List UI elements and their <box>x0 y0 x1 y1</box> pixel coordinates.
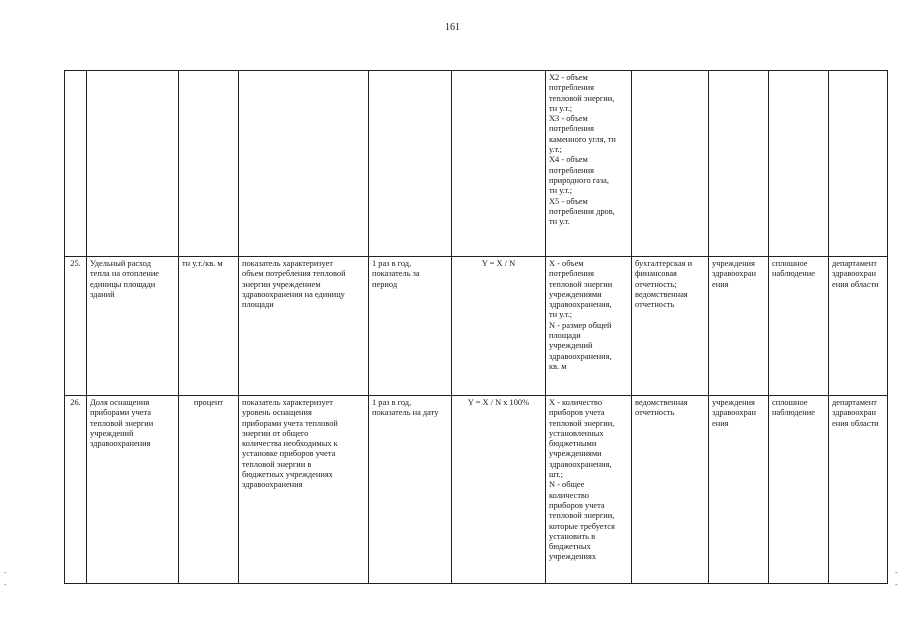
text-line: показатель характеризует <box>242 398 333 407</box>
table-row-continuation <box>65 71 888 257</box>
text-line: учреждениями <box>549 289 602 299</box>
text-line: тн у.т.; <box>549 186 573 196</box>
edge-tick-right-top: - <box>895 568 898 577</box>
cell-method <box>769 71 829 257</box>
text-line: энергии учреждением <box>242 279 321 289</box>
text-line: здравоохранения <box>242 480 303 490</box>
text-line: шт.; <box>549 470 563 480</box>
text-line: приборов учета <box>549 408 605 418</box>
edge-tick-right-bottom: - <box>895 580 898 589</box>
text-line: здравоохран <box>832 269 876 279</box>
text-line: у.т.; <box>549 145 562 155</box>
text-line: учреждениями <box>549 449 602 459</box>
text-line: тепловой энергии, <box>549 93 615 103</box>
text-line: показатель на дату <box>372 408 439 418</box>
text-line: отчетность; <box>635 279 677 289</box>
edge-tick-left-top: - <box>4 568 7 577</box>
text-line: X2 - объем <box>549 73 588 82</box>
text-line: здравоохран <box>832 408 876 418</box>
text-line: природного газа, <box>549 175 609 185</box>
cell-unit <box>179 257 239 396</box>
cell-periodicity <box>369 396 452 584</box>
cell-formula <box>452 396 546 584</box>
cell-periodicity <box>369 71 452 257</box>
text-line: здравоохранения <box>90 439 151 449</box>
text-line: здравоохранения, <box>549 300 612 310</box>
text-line: X - количество <box>549 398 603 407</box>
cell-responsible <box>829 396 888 584</box>
text-line: сплошное <box>772 398 808 407</box>
text-line: X3 - объем <box>549 114 588 124</box>
text-line: X4 - объем <box>549 155 588 165</box>
text-line: Y = X / N <box>481 259 516 268</box>
text-line: потребления <box>549 124 594 134</box>
text-line: ения <box>712 418 729 428</box>
text-line: бухгалтерская и <box>635 259 693 268</box>
text-line: здравоохранения, <box>549 351 612 361</box>
text-line: приборами учета тепловой <box>242 418 338 428</box>
text-line: департамент <box>832 398 877 407</box>
text-line: количество <box>549 490 589 500</box>
text-line: учреждения <box>712 259 755 268</box>
text-line: уровень оснащения <box>242 408 312 418</box>
text-line: бюджетных <box>549 542 591 552</box>
cell-source <box>632 396 709 584</box>
text-line: здравоохранения, <box>549 459 612 469</box>
text-line: зданий <box>90 289 115 299</box>
text-line: тепла на отопление <box>90 269 160 279</box>
cell-source <box>632 71 709 257</box>
cell-periodicity <box>369 257 452 396</box>
text-line: установке приборов учета <box>242 449 336 459</box>
text-line: потребления <box>549 83 594 93</box>
cell-variables <box>546 257 632 396</box>
text-line: установленных <box>549 428 604 438</box>
table-row-25 <box>65 257 888 396</box>
text-line: приборами учета <box>90 408 151 418</box>
text-line: которые требуется <box>549 521 615 531</box>
cell-responsible <box>829 71 888 257</box>
edge-tick-left-bottom: - <box>4 580 7 589</box>
text-line: учреждений <box>90 428 134 438</box>
text-line: площади <box>549 331 581 341</box>
cell-respondents <box>709 257 769 396</box>
cell-name <box>87 396 179 584</box>
text-line: учреждения <box>712 398 755 407</box>
text-line: ения области <box>832 279 879 289</box>
cell-formula <box>452 257 546 396</box>
text-line: площади <box>242 300 274 310</box>
text-line: каменного угля, тн <box>549 134 616 144</box>
cell-name <box>87 257 179 396</box>
cell-number: 25. <box>65 257 87 396</box>
text-line: ения области <box>832 418 879 428</box>
text-line: период <box>372 279 398 289</box>
cell-variables <box>546 71 632 257</box>
text-line: наблюдение <box>772 269 815 279</box>
cell-definition <box>239 71 369 257</box>
text-line: департамент <box>832 259 877 268</box>
text-line: энергии от общего <box>242 428 309 438</box>
text-line: ведомственная <box>635 398 688 407</box>
text-line: Y = X / N x 100% <box>467 398 530 407</box>
text-line: тепловой энергии, <box>549 511 615 521</box>
text-line: процент <box>193 398 224 407</box>
text-line: здравоохран <box>712 269 756 279</box>
text-line: наблюдение <box>772 408 815 418</box>
table-row-26 <box>65 396 888 584</box>
text-line: показатель характеризует <box>242 259 333 268</box>
text-line: потребления <box>549 269 594 279</box>
text-line: тепловой энергии в <box>242 459 312 469</box>
cell-number: 26. <box>65 396 87 584</box>
text-line: учреждений <box>549 341 593 351</box>
cell-name <box>87 71 179 257</box>
cell-responsible <box>829 257 888 396</box>
cell-source <box>632 257 709 396</box>
text-line: учреждениях <box>549 552 597 562</box>
text-line: 1 раз в год, <box>372 398 412 407</box>
text-line: здравоохран <box>712 408 756 418</box>
text-line: тн у.т. <box>549 217 570 227</box>
cell-formula <box>452 71 546 257</box>
text-line: бюджетными <box>549 439 597 449</box>
text-line: ения <box>712 279 729 289</box>
text-line: показатель за <box>372 269 420 279</box>
cell-number <box>65 71 87 257</box>
cell-respondents <box>709 396 769 584</box>
text-line: потребления дров, <box>549 206 615 216</box>
cell-unit <box>179 396 239 584</box>
text-line: потребления <box>549 165 594 175</box>
text-line: сплошное <box>772 259 808 268</box>
text-line: X - объем <box>549 259 584 268</box>
text-line: тн у.т.; <box>549 310 573 320</box>
cell-unit <box>179 71 239 257</box>
text-line: Удельный расход <box>90 259 152 268</box>
page-number: 161 <box>445 22 460 33</box>
cell-method <box>769 396 829 584</box>
text-line: ведомственная <box>635 289 688 299</box>
text-line: N - размер общей <box>549 320 612 330</box>
text-line: установить в <box>549 531 596 541</box>
text-line: кв. м <box>549 361 567 371</box>
text-line: N - общее <box>549 480 585 490</box>
text-line: объем потребления тепловой <box>242 269 346 279</box>
text-line: тепловой энергии <box>90 418 154 428</box>
text-line: финансовая <box>635 269 677 279</box>
text-line: тн у.т./кв. м <box>182 259 223 268</box>
text-line: тн у.т.; <box>549 103 573 113</box>
cell-variables <box>546 396 632 584</box>
text-line: Доля оснащения <box>90 398 150 407</box>
text-line: X5 - объем <box>549 196 588 206</box>
text-line: 1 раз в год, <box>372 259 412 268</box>
text-line: отчетность <box>635 408 675 418</box>
cell-definition <box>239 396 369 584</box>
text-line: отчетность <box>635 300 675 310</box>
text-line: тепловой энергии <box>549 279 613 289</box>
cell-definition <box>239 257 369 396</box>
cell-respondents <box>709 71 769 257</box>
text-line: здравоохранения на единицу <box>242 289 345 299</box>
text-line: бюджетных учреждениях <box>242 470 333 480</box>
text-line: приборов учета <box>549 500 605 510</box>
text-line: количества необходимых к <box>242 439 338 449</box>
text-line: тепловой энергии, <box>549 418 615 428</box>
text-line: единицы площади <box>90 279 156 289</box>
indicators-table <box>64 70 888 584</box>
cell-method <box>769 257 829 396</box>
